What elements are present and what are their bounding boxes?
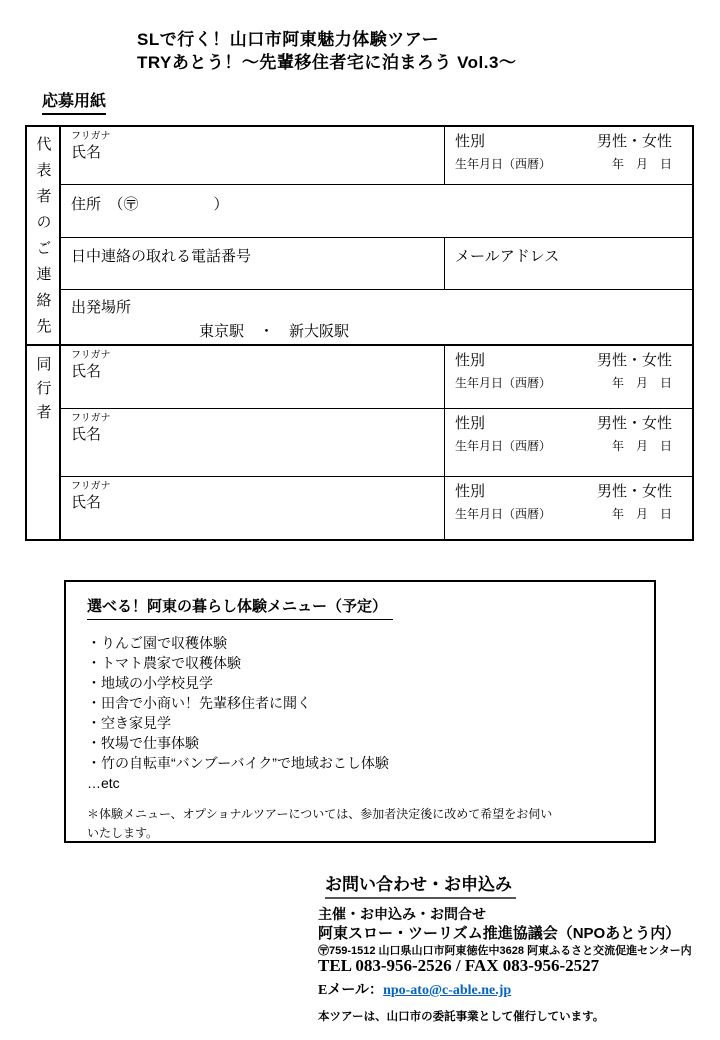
gender-options: 男性・女性 [596, 415, 672, 432]
organizer-heading: 主催・お申込み・お問合せ [318, 906, 486, 922]
furigana-label: フリガナ [71, 131, 111, 142]
representative-name-row [61, 127, 692, 184]
menu-item: ・空き家見学 [87, 715, 171, 731]
gender-birth-cell [444, 346, 692, 408]
page-title-line2: TRYあとう！～先輩移住者宅に泊まろう Vol.3～ [137, 53, 517, 72]
page-title [137, 28, 516, 74]
menu-item: ・牧場で仕事体験 [87, 735, 199, 751]
birthdate-label: 生年月日（西暦） [455, 507, 552, 521]
name-label: 氏名 [71, 426, 102, 443]
tel-fax: TEL 083-956-2526 / FAX 083-956-2527 [318, 956, 600, 975]
email-line [318, 979, 511, 999]
menu-item: ・竹の自転車“バンブーバイク”で地域おこし体験 [87, 755, 389, 771]
phone-label: 日中連絡の取れる電話番号 [71, 248, 252, 265]
departure-label: 出発場所 [71, 299, 132, 316]
application-table [25, 125, 694, 541]
companion-section [27, 344, 692, 539]
departure-options: 東京駅 ・ 新大阪駅 [199, 323, 350, 340]
email-prefix: Eメール： [318, 983, 384, 998]
companion-name-row-3 [61, 476, 692, 539]
menu-item-etc: …etc [87, 775, 120, 791]
companion-rows [61, 346, 692, 539]
departure-field [61, 290, 692, 340]
menu-heading: 選べる！阿東の暮らし体験メニュー（予定） [87, 595, 393, 620]
menu-items [87, 633, 634, 793]
companion-label: 同行者 [34, 356, 52, 428]
birthdate-units: 年 月 日 [611, 439, 672, 453]
gender-label: 性別 [455, 483, 486, 500]
gender-label: 性別 [455, 133, 486, 150]
representative-side-label [27, 127, 61, 344]
furigana-label: フリガナ [71, 481, 111, 492]
email-link[interactable]: npo-ato@c-able.ne.jp [383, 983, 512, 998]
departure-row [61, 289, 692, 340]
gender-options: 男性・女性 [596, 133, 672, 150]
name-field [61, 409, 444, 476]
representative-label: 代表者のご連絡先 [34, 136, 52, 344]
companion-side-label [27, 346, 61, 539]
form-heading: 応募用紙 [42, 88, 106, 115]
organization-name: 阿東スロー・ツーリズム推進協議会（NPOあとう内） [318, 925, 681, 942]
menu-item: ・田舎で小商い！先輩移住者に聞く [87, 695, 311, 711]
menu-item: ・地域の小学校見学 [87, 675, 213, 691]
footer-note: 本ツアーは、山口市の委託事業として催行しています。 [318, 1011, 605, 1023]
birthdate-label: 生年月日（西暦） [455, 376, 552, 390]
menu-item: ・りんご園で収穫体験 [87, 635, 227, 651]
representative-section [27, 127, 692, 344]
experience-menu-box [64, 580, 656, 843]
menu-note-line2: いたします。 [87, 826, 159, 840]
address-label: 住所 （〶 ） [71, 196, 229, 213]
page-title-line1: SLで行く！山口市阿東魅力体験ツアー [137, 30, 440, 49]
gender-birth-cell [444, 409, 692, 476]
email-label: メールアドレス [444, 238, 692, 289]
contact-heading: お問い合わせ・お申込み [325, 870, 516, 899]
gender-label: 性別 [455, 352, 486, 369]
birthdate-label: 生年月日（西暦） [455, 157, 552, 171]
organization-address: 〶759-1512 山口県山口市阿東徳佐中3628 阿東ふるさと交流促進センター内 [318, 945, 692, 957]
gender-options: 男性・女性 [596, 483, 672, 500]
name-label: 氏名 [71, 363, 102, 380]
birthdate-units: 年 月 日 [611, 507, 672, 521]
name-label: 氏名 [71, 144, 102, 161]
menu-note-line1: ＊体験メニュー、オプショナルツアーについては、参加者決定後に改めて希望をお伺い [87, 807, 553, 821]
birthdate-units: 年 月 日 [611, 157, 672, 171]
name-field [61, 346, 444, 408]
gender-label: 性別 [455, 415, 486, 432]
companion-name-row-2 [61, 408, 692, 476]
name-field [61, 477, 444, 539]
companion-name-row-1 [61, 346, 692, 408]
name-label: 氏名 [71, 494, 102, 511]
address-row [61, 184, 692, 237]
menu-item: ・トマト農家で収穫体験 [87, 655, 241, 671]
furigana-label: フリガナ [71, 413, 111, 424]
gender-birth-cell [444, 127, 692, 184]
menu-note [87, 805, 634, 843]
name-field [61, 127, 444, 184]
birthdate-label: 生年月日（西暦） [455, 439, 552, 453]
gender-birth-cell [444, 477, 692, 539]
birthdate-units: 年 月 日 [611, 376, 672, 390]
phone-email-row [61, 237, 692, 289]
gender-options: 男性・女性 [596, 352, 672, 369]
furigana-label: フリガナ [71, 350, 111, 361]
representative-rows [61, 127, 692, 344]
